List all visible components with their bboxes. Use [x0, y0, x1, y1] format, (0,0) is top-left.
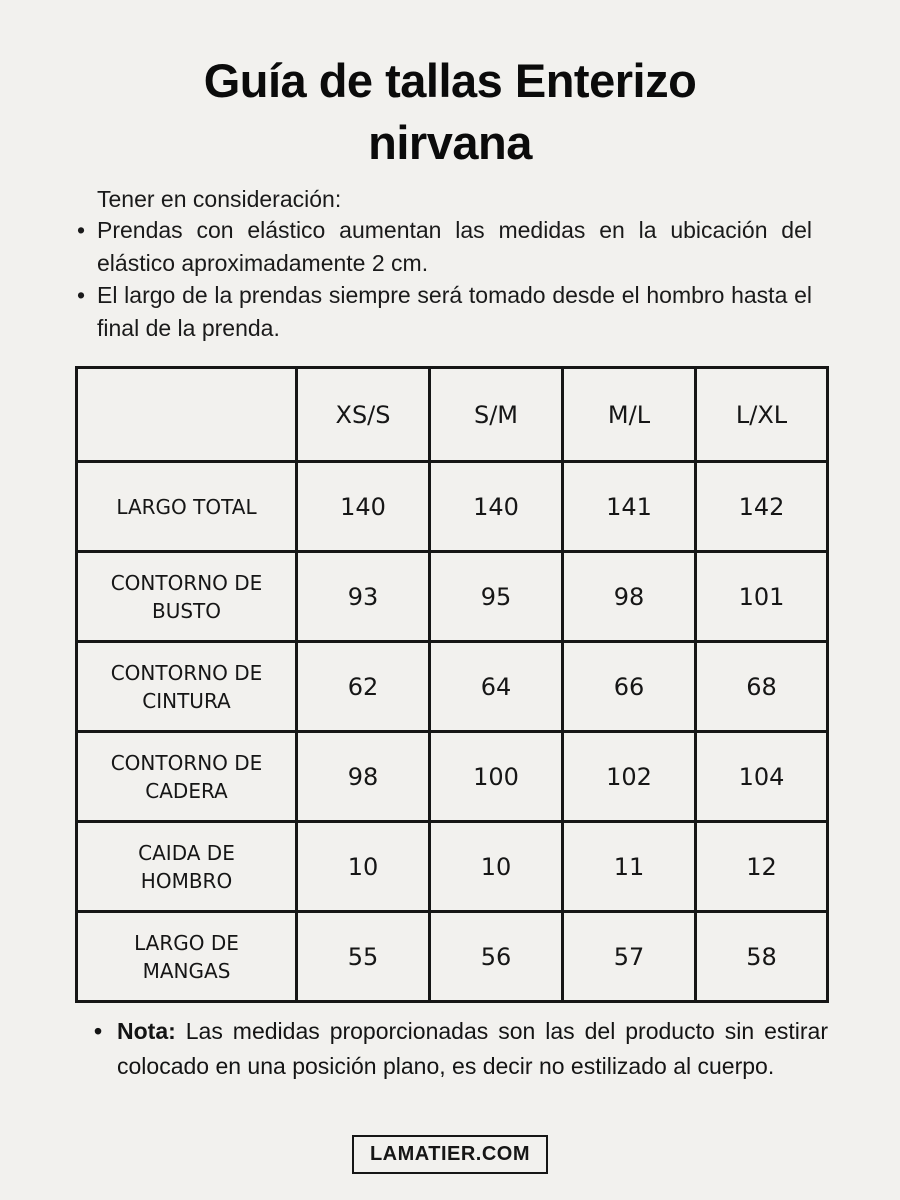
value-cell: 12 [696, 822, 828, 912]
page-title-line2: nirvana [368, 116, 532, 169]
row-label: CONTORNO DE CADERA [77, 732, 297, 822]
value-cell: 57 [563, 912, 696, 1002]
value-cell: 62 [297, 642, 430, 732]
size-table-header-row [77, 368, 828, 462]
table-row-largo-total [77, 462, 828, 552]
size-table [75, 366, 829, 1003]
table-row-caida-hombro [77, 822, 828, 912]
consideration-item: • El largo de la prendas siempre será tomado desde el hombro hasta el final de la prenda. [75, 279, 812, 344]
value-cell: 98 [563, 552, 696, 642]
header-cell-m-l: M/L [563, 368, 696, 462]
table-row-contorno-cintura [77, 642, 828, 732]
value-cell: 98 [297, 732, 430, 822]
value-cell: 56 [430, 912, 563, 1002]
value-cell: 140 [430, 462, 563, 552]
row-label: CONTORNO DE BUSTO [77, 552, 297, 642]
value-cell: 102 [563, 732, 696, 822]
header-cell-l-xl: L/XL [696, 368, 828, 462]
value-cell: 140 [297, 462, 430, 552]
row-label: LARGO DE MANGAS [77, 912, 297, 1002]
value-cell: 66 [563, 642, 696, 732]
header-cell-s-m: S/M [430, 368, 563, 462]
value-cell: 64 [430, 642, 563, 732]
row-label: LARGO TOTAL [77, 462, 297, 552]
table-row-largo-mangas [77, 912, 828, 1002]
table-row-contorno-cadera [77, 732, 828, 822]
header-cell-xs-s: XS/S [297, 368, 430, 462]
note-text: Las medidas proporcionadas son las del producto sin estirar colocado en una posición plano, es decir no estilizado al cuerpo. [117, 1018, 828, 1079]
row-label: CONTORNO DE CINTURA [77, 642, 297, 732]
brand-text: LAMATIER.COM [369, 1143, 531, 1165]
value-cell: 142 [696, 462, 828, 552]
value-cell: 10 [430, 822, 563, 912]
value-cell: 11 [563, 822, 696, 912]
page-title-line1: Guía de tallas Enterizo [203, 54, 697, 107]
value-cell: 58 [696, 912, 828, 1002]
value-cell: 101 [696, 552, 828, 642]
header-cell-empty [77, 368, 297, 462]
considerations-list [75, 214, 812, 344]
intro-text: Tener en consideración: [97, 186, 342, 212]
page-title [0, 50, 900, 174]
value-cell: 93 [297, 552, 430, 642]
brand-box [352, 1135, 548, 1174]
value-cell: 104 [696, 732, 828, 822]
table-row-contorno-busto [77, 552, 828, 642]
value-cell: 95 [430, 552, 563, 642]
value-cell: 10 [297, 822, 430, 912]
footer [0, 1135, 900, 1174]
consideration-item: • Prendas con elástico aumentan las medidas en la ubicación del elástico aproximadamente 2 cm. [75, 214, 812, 279]
value-cell: 141 [563, 462, 696, 552]
value-cell: 55 [297, 912, 430, 1002]
note [92, 1014, 828, 1084]
note-label: Nota: [117, 1018, 176, 1044]
row-label: CAIDA DE HOMBRO [77, 822, 297, 912]
value-cell: 68 [696, 642, 828, 732]
value-cell: 100 [430, 732, 563, 822]
